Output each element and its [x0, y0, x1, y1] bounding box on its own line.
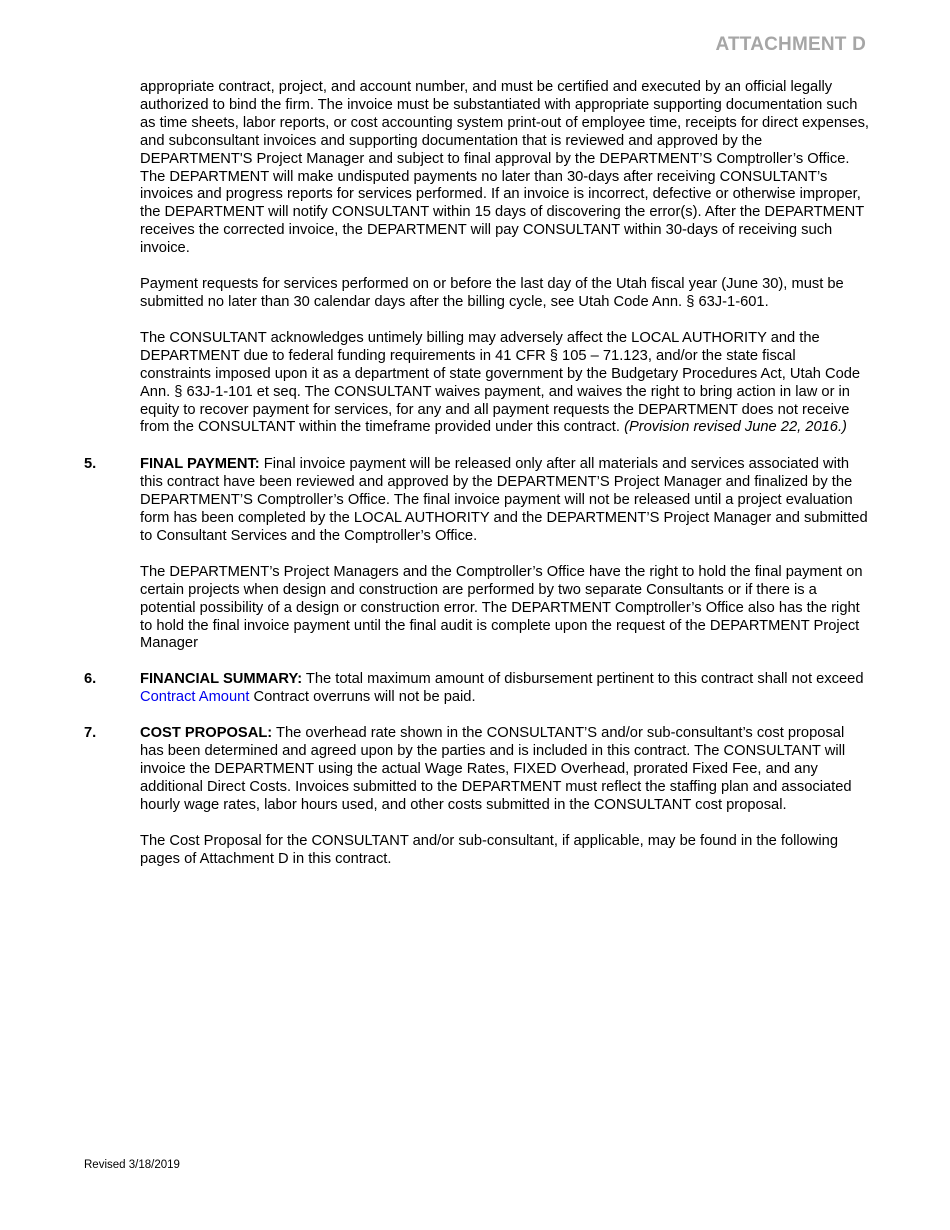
- provision-revised-note: (Provision revised June 22, 2016.): [624, 419, 847, 436]
- section-number: 5.: [84, 456, 97, 473]
- section-number: 6.: [84, 671, 97, 688]
- section-heading: COST PROPOSAL:: [140, 725, 273, 742]
- untimely-billing-text: The CONSULTANT acknowledges untimely billing may adversely affect the LOCAL AUTHORITY and the DEPARTMENT due to federal funding requirements in 41 CFR § 105 – 71.123, and/or the state fiscal constraints imposed upon it as a department of state government by the Budgetary Procedures Act, Utah Code Ann. § 63J-1-101 et seq. The CONSULTANT waives payment, and waives the right to bring action in law or in equity to recover payment for services, for any and all payment requests the DEPARTMENT does not receive from the CONSULTANT within the timeframe provided under this contract.: [140, 329, 861, 436]
- section-text: The overhead rate shown in the CONSULTANT’S and/or sub-consultant’s cost proposal has been determined and agreed upon by the parties and is included in this contract. The CONSULTANT will invoice the DEPARTMENT using the actual Wage Rates, FIXED Overhead, prorated Fixed Fee, and any additional Direct Costs. Invoices submitted to the DEPARTMENT must reflect the staffing plan and associated hourly wage rates, labor hours used, and other costs submitted in the CONSULTANT cost proposal.: [140, 725, 852, 813]
- attachment-title: ATTACHMENT D: [715, 34, 866, 55]
- section-final-payment: [84, 456, 870, 546]
- document-body: [0, 79, 950, 887]
- section-text: Final invoice payment will be released only after all materials and services associated with this contract have been reviewed and approved by the DEPARTMENT’S Project Manager and finalized by the DEPARTMENT’S Comptroller’s Office. The final invoice payment will not be released until a project evaluation form has been completed by the LOCAL AUTHORITY and the DEPARTMENT’S Project Manager and submitted to Consultant Services and the Comptroller’s Office.: [140, 456, 868, 544]
- section-heading: FINANCIAL SUMMARY:: [140, 671, 303, 688]
- section-heading: FINAL PAYMENT:: [140, 456, 260, 473]
- revision-date: Revised 3/18/2019: [84, 1159, 180, 1171]
- contract-amount-link[interactable]: Contract Amount: [140, 689, 250, 706]
- section-text: The total maximum amount of disbursement pertinent to this contract shall not exceed: [302, 671, 864, 688]
- section-number: 7.: [84, 725, 97, 742]
- section-text-end: Contract overruns will not be paid.: [249, 689, 476, 706]
- section-financial-summary: [84, 671, 870, 707]
- cost-proposal-location-paragraph: The Cost Proposal for the CONSULTANT and/or sub-consultant, if applicable, may be found in the following pages of Attachment D in this contract.: [140, 832, 839, 867]
- payment-requests-paragraph: Payment requests for services performed on or before the last day of the Utah fiscal year (June 30), must be submitted no later than 30 calendar days after the billing cycle, see Utah Code Ann. § 63J-1-601.: [140, 276, 844, 310]
- final-payment-hold-paragraph: The DEPARTMENT’s Project Managers and the Comptroller’s Office have the right to hold the final payment on certain projects when design and construction are performed by two separate Consultants or if there is a potential possibility of a design or construction error. The DEPARTMENT Comptroller’s Office also has the right to hold the final invoice payment until the final audit is complete upon the request of the DEPARTMENT Project Manager: [140, 563, 863, 652]
- untimely-billing-paragraph: [140, 330, 870, 437]
- invoice-paragraph: appropriate contract, project, and account number, and must be certified and executed by an official legally authorized to bind the firm. The invoice must be substantiated with appropriate supporting documentation such as time sheets, labor reports, or cost accounting system print-out of employee time, receipts for direct expenses, and subconsultant invoices and supporting documentation that is reviewed and approved by the DEPARTMENT'S Project Manager and subject to final approval by the DEPARTMENT’S Comptroller’s Office. The DEPARTMENT will make undisputed payments no later than 30-days after receiving CONSULTANT’s invoices and progress reports for services performed. If an invoice is incorrect, defective or otherwise improper, the DEPARTMENT will notify CONSULTANT within 15 days of discovering the error(s). After the DEPARTMENT receives the corrected invoice, the DEPARTMENT will pay CONSULTANT within 30-days of receiving such invoice.: [140, 79, 869, 257]
- section-cost-proposal: [84, 725, 870, 815]
